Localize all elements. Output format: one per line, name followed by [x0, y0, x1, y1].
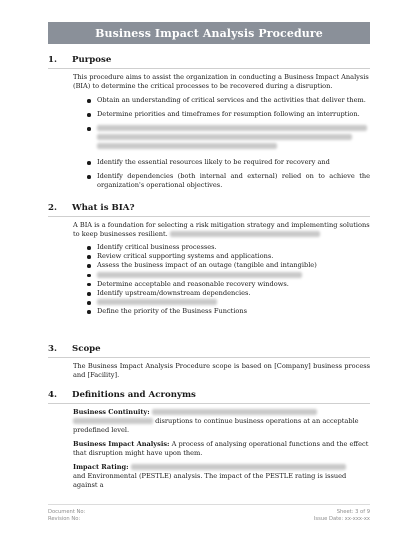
section-heading: What is BIA? [72, 203, 135, 213]
redacted-text [97, 299, 217, 305]
section-divider [48, 68, 370, 69]
list-item: Obtain an understanding of critical services and the activities that deliver them. [87, 96, 370, 110]
list-item: Identify critical business processes. [87, 243, 370, 252]
section-number: 1. [48, 55, 57, 65]
list-item: Determine acceptable and reasonable recovery windows. [87, 280, 370, 289]
redacted-text [152, 409, 317, 415]
section-number: 2. [48, 203, 57, 213]
section-divider [48, 403, 370, 404]
definition-text: and Environmental (PESTLE) analysis. The impact of the PESTLE rating is issued against a [73, 472, 347, 490]
section-what-is-bia [48, 202, 370, 214]
redacted-text [97, 125, 367, 131]
document-title: Business Impact Analysis Procedure [48, 22, 370, 44]
redacted-text [131, 464, 346, 470]
list-item: Identify upstream/downstream dependencies. [87, 289, 370, 298]
redacted-text [73, 418, 153, 424]
bia-intro: A BIA is a foundation for selecting a risk mitigation strategy and implementing solutions to keep businesses resilient. [73, 221, 370, 239]
redacted-text [97, 134, 352, 140]
section-divider [48, 357, 370, 358]
redacted-text [97, 272, 302, 278]
footer-issue-date: Issue Date: xx-xxx-xx [313, 516, 370, 522]
list-item: Review critical supporting systems and applications. [87, 252, 370, 261]
redacted-text [170, 231, 320, 237]
list-item: Define the priority of the Business Functions [87, 307, 370, 316]
definition-term: Business Continuity: [73, 408, 150, 416]
footer-divider [48, 504, 370, 505]
scope-text: The Business Impact Analysis Procedure scope is based on [Company] business process and [Facility]. [73, 362, 370, 380]
section-heading: Scope [72, 344, 101, 354]
definition-term: Business Impact Analysis: [73, 440, 170, 448]
footer-revision-no: Revision No: [48, 516, 81, 522]
redacted-text [97, 143, 277, 149]
list-item: Identify the essential resources likely to be required for recovery and [87, 158, 370, 172]
definition-text: A process of analysing operational functions and the effect that disruption might have upon them. [73, 440, 369, 458]
section-heading: Purpose [72, 55, 112, 65]
section-purpose [48, 54, 370, 66]
definition-term: Impact Rating: [73, 463, 129, 471]
definition-bia [73, 440, 370, 458]
section-heading: Definitions and Acronyms [72, 390, 196, 400]
bia-intro-wrap [73, 221, 370, 239]
section-scope [48, 343, 370, 355]
definition-business-continuity [73, 408, 370, 436]
definition-text: disruptions to continue business operations at an acceptable [155, 417, 359, 426]
list-item: Assess the business impact of an outage (tangible and intangible) [87, 261, 370, 270]
list-item-redacted [87, 298, 370, 307]
footer-document-no: Document No: [48, 509, 86, 515]
list-item: Identify dependencies (both internal and external) relied on to achieve the organization's operational objectives. [87, 172, 370, 190]
purpose-intro: This procedure aims to assist the organization in conducting a Business Impact Analysis (BIA) to determine the critical processes to be recovered during a disruption. [73, 73, 369, 91]
definition-impact-rating [73, 463, 370, 491]
section-definitions [48, 389, 370, 401]
list-item-redacted [87, 124, 370, 158]
section-number: 4. [48, 390, 57, 400]
list-item: Determine priorities and timeframes for resumption following an interruption. [87, 110, 370, 124]
section-number: 3. [48, 344, 57, 354]
purpose-bullets [87, 96, 370, 190]
section-divider [48, 216, 370, 217]
bia-bullets [87, 243, 370, 317]
list-item-redacted [87, 271, 370, 280]
footer-sheet: Sheet: 3 of 9 [336, 509, 370, 515]
definition-text: predefined level. [73, 426, 130, 435]
